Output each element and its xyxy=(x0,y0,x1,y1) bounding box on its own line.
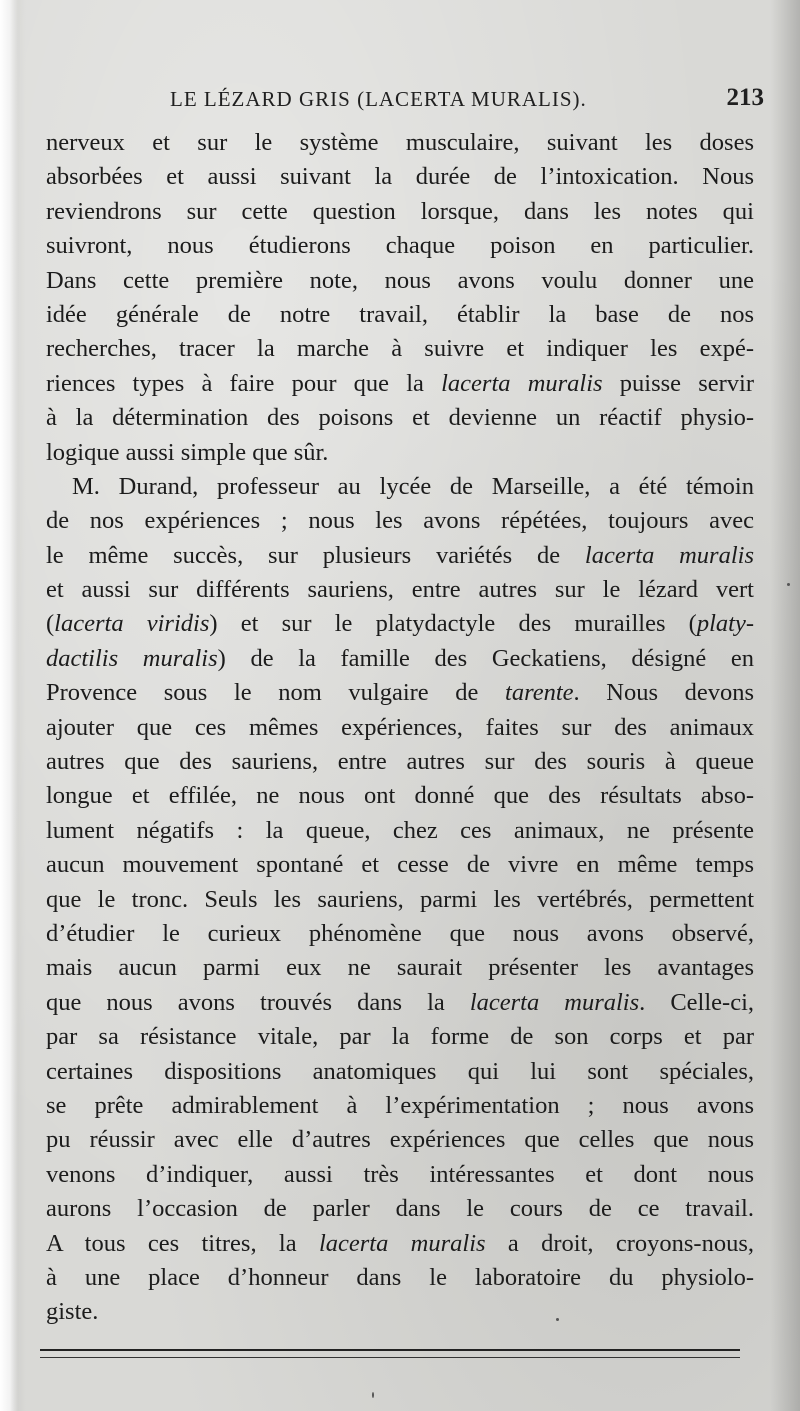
italic-term: lacerta viridis xyxy=(54,610,210,638)
text-line: aucun mouvement spontané et cesse de vivre en même temps xyxy=(46,851,754,879)
body-text xyxy=(46,126,754,1330)
text-line: nerveux et sur le système musculaire, suivant les doses xyxy=(46,129,754,156)
text-line: à une place d’honneur dans le laboratoire du physiolo- xyxy=(46,1263,754,1291)
text-line: dactilis muralis) de la famille des Geckatiens, désigné en xyxy=(46,644,755,672)
text-line: ajouter que ces mêmes expériences, faites sur des animaux xyxy=(46,713,754,741)
italic-term: tarente xyxy=(505,679,574,707)
italic-term: lacerta muralis xyxy=(441,369,603,397)
text-line: recherches, tracer la marche à suivre et indiquer les expé- xyxy=(46,335,754,363)
text-line: venons d’indiquer, aussi très intéressantes et dont nous xyxy=(46,1160,754,1188)
footer-rule-thin xyxy=(40,1357,740,1358)
text-line: mais aucun parmi eux ne saurait présenter les avantages xyxy=(46,954,754,982)
text-line: reviendrons sur cette question lorsque, dans les notes qui xyxy=(46,197,754,225)
paper-speck xyxy=(787,583,790,586)
running-title: LE LÉZARD GRIS (LACERTA MURALIS). xyxy=(170,87,587,111)
page-left-margin xyxy=(0,0,18,1411)
page-number: 213 xyxy=(726,84,764,111)
page-header xyxy=(170,84,764,118)
italic-term: dactilis muralis xyxy=(46,644,218,672)
text-line: riences types à faire pour que la lacerta muralis puisse servir xyxy=(46,369,754,397)
text-line: par sa résistance vitale, par la forme de son corps et par xyxy=(46,1023,754,1051)
text-line: le même succès, sur plusieurs variétés de lacerta muralis xyxy=(46,541,754,569)
text-line: (lacerta viridis) et sur le platydactyle des murailles (platy- xyxy=(46,610,754,638)
italic-term: lacerta muralis xyxy=(318,1229,486,1257)
text-line: que le tronc. Seuls les sauriens, parmi les vertébrés, permettent xyxy=(46,885,754,913)
text-line: lument négatifs : la queue, chez ces animaux, ne présente xyxy=(46,816,754,844)
paper-speck xyxy=(556,1318,559,1321)
italic-term: platy- xyxy=(696,610,754,638)
text-line: d’étudier le curieux phénomène que nous avons observé, xyxy=(46,919,754,947)
text-line: Dans cette première note, nous avons voulu donner une xyxy=(46,266,754,294)
text-line: à la détermination des poisons et devienne un réactif physio- xyxy=(46,404,754,432)
text-line: M. Durand, professeur au lycée de Marseille, a été témoin xyxy=(72,472,754,500)
text-line: idée générale de notre travail, établir la base de nos xyxy=(46,300,754,328)
text-line: certaines dispositions anatomiques qui lui sont spéciales, xyxy=(46,1057,754,1085)
text-line: pu réussir avec elle d’autres expériences que celles que nous xyxy=(46,1126,754,1154)
text-line: logique aussi simple que sûr. xyxy=(46,438,329,466)
text-line: Provence sous le nom vulgaire de tarente. Nous devons xyxy=(46,679,754,707)
text-line: absorbées et aussi suivant la durée de l’intoxication. Nous xyxy=(46,163,754,191)
text-line: que nous avons trouvés dans la lacerta muralis. Celle-ci, xyxy=(46,988,754,1016)
text-line: A tous ces titres, la lacerta muralis a droit, croyons-nous, xyxy=(46,1229,754,1257)
italic-term: lacerta muralis xyxy=(469,988,640,1016)
text-line: de nos expériences ; nous les avons répétées, toujours avec xyxy=(46,507,754,535)
text-line: longue et effilée, ne nous ont donné que des résultats abso- xyxy=(46,782,754,810)
text-line: suivront, nous étudierons chaque poison en particulier. xyxy=(46,232,754,260)
text-line: et aussi sur différents sauriens, entre autres sur le lézard vert xyxy=(46,576,754,604)
text-line: giste. xyxy=(46,1298,99,1326)
text-line: se prête admirablement à l’expérimentation ; nous avons xyxy=(46,1091,754,1119)
italic-term: lacerta muralis xyxy=(584,541,754,569)
text-line: aurons l’occasion de parler dans le cours de ce travail. xyxy=(46,1195,754,1223)
paper-speck xyxy=(372,1392,374,1398)
footer-rule xyxy=(40,1349,740,1351)
text-line: autres que des sauriens, entre autres sur des souris à queue xyxy=(46,748,754,776)
